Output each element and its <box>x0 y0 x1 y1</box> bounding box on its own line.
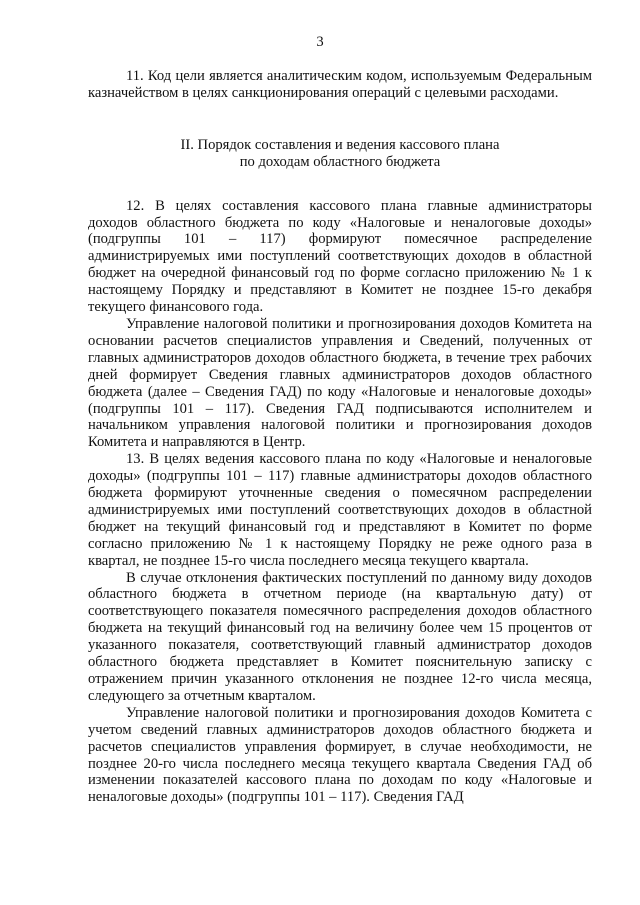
section-heading-line-1: II. Порядок составления и ведения кассового плана <box>180 136 500 153</box>
paragraph-11: 11. Код цели является аналитическим кодом, используемым Федеральным казначейством в целях санкционирования операций с целевыми расходами. <box>88 68 592 101</box>
page-number: 3 <box>316 34 324 50</box>
paragraph-management-2: Управление налоговой политики и прогнозирования доходов Комитета с учетом сведений главных администраторов доходов областного бюджета и расчетов специалистов управления формирует, в случае необходимости, не позднее 20-го числа последнего месяца текущего квартала Сведения ГАД об изменении показателей кассового плана по доходам по коду «Налоговые и неналоговые доходы» (подгруппы 101 – 117). Сведения ГАД <box>88 704 592 806</box>
paragraph-12: 12. В целях составления кассового плана главные администраторы доходов областного бюджета по коду «Налоговые и неналоговые доходы» (подгруппы 101 – 117) формируют помесячное распределение администрируемых ими поступлений соответствующих доходов в областной бюджет на очередной финансовый год по форме согласно приложению № 1 к настоящему Порядку и представляют в Комитет не позднее 15-го декабря текущего финансового года. <box>88 197 592 316</box>
paragraph-deviation: В случае отклонения фактических поступлений по данному виду доходов областного бюджета в отчетном периоде (на квартальную дату) от соответствующего показателя помесячного распределения доходов областного бюджета на текущий финансовый год на величину более чем 15 процентов от указанного показателя, соответствующий главный администратор доходов областного бюджета представляет в Комитет пояснительную записку с отражением причин указанного отклонения не позднее 12-го числа месяца, следующего за отчетным кварталом. <box>88 569 592 704</box>
paragraph-13: 13. В целях ведения кассового плана по коду «Налоговые и неналоговые доходы» (подгруппы 101 – 117) главные администраторы доходов областного бюджета формируют уточненные сведения о помесячном распределении администрируемых ими поступлений соответствующих доходов в областной бюджет на текущий финансовый год и представляют в Комитет по форме согласно приложению № 1 к настоящему Порядку не реже одного раза в квартал, не позднее 15-го числа последнего месяца текущего квартала. <box>88 451 592 569</box>
document-body <box>88 68 592 806</box>
section-heading <box>88 137 592 171</box>
paragraph-management-1: Управление налоговой политики и прогнозирования доходов Комитета на основании расчетов специалистов управления и Сведений, полученных от главных администраторов доходов областного бюджета, в течение трех рабочих дней формирует Сведения главных администраторов доходов областного бюджета (далее – Сведения ГАД) по коду «Налоговые и неналоговые доходы» (подгруппы 101 – 117). Сведения ГАД подписываются исполнителем и начальником управления налоговой политики и прогнозирования доходов Комитета и направляются в Центр. <box>88 315 592 451</box>
section-heading-line-2: по доходам областного бюджета <box>239 153 441 170</box>
